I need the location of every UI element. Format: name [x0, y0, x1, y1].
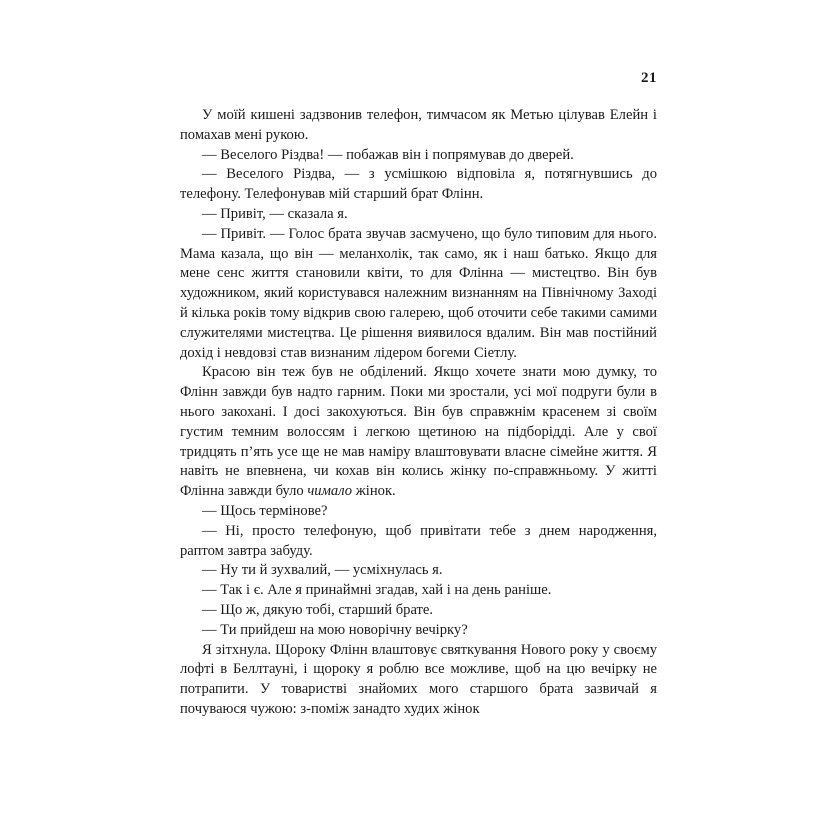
dialogue-paragraph: — Що ж, дякую тобі, старший брате. — [202, 601, 434, 618]
dialogue-paragraph: — Веселого Різдва, — з усмішкою відповіла я, потягнувшись до телефону. Телефонував мій старший брат Флінн. — [180, 166, 657, 203]
dialogue-paragraph: — Веселого Різдва! — побажав він і попрямував до дверей. — [202, 146, 574, 163]
paragraph: Я зітхнула. Щороку Флінн влаштовує святкування Нового року у своєму лофті в Беллтауні, і щороку я роблю все можливе, щоб на цю вечірку не потрапити. У товаристві знайомих мого старшого брата зазвичай я почуваюся чужою: з-поміж занадто худих жінок — [180, 641, 657, 717]
text-block — [180, 106, 657, 720]
page-number: 21 — [641, 70, 657, 86]
dialogue-paragraph: — Так і є. Але я принаймні згадав, хай і на день раніше. — [202, 582, 552, 599]
paragraph: Красою він теж був не обділений. Якщо хочете знати мою думку, то Флінн завжди був надто гарним. Поки ми зростали, усі мої подруги були в нього закохані. І досі закохуються. Він був справжнім красенем зі своїм густим темним волоссям і легкою щетиною на підборідді. Але у свої тридцять п’ять усе ще не мав наміру влаштовувати власне сімейне життя. Я навіть не впевнена, чи кохав він колись жінку по-справжньому. У житті Флінна завжди було чимало жінок. — [180, 364, 657, 500]
dialogue-paragraph: — Ну ти й зухвалий, — усміхнулась я. — [202, 562, 443, 579]
dialogue-paragraph: — Ти прийдеш на мою новорічну вечірку? — [202, 621, 468, 638]
dialogue-paragraph: — Ні, просто телефоную, щоб привітати тебе з днем народження, раптом завтра забуду. — [180, 522, 657, 559]
dialogue-paragraph: — Привіт. — Голос брата звучав засмучено, що було типовим для нього. Мама казала, що він — меланхолік, так само, як і наш батько. Якщо для мене сенс життя становили квіти, то для Флінна — мистецтво. Він був художником, який користувався належним визнанням на Північному Заході й кілька років тому відкрив свою галерею, щоб оточити себе такими самими служителями мистецтва. Це рішення виявилося вдалим. Він мав постійний дохід і невдовзі став визнаним лідером богеми Сіетлу. — [180, 225, 657, 361]
paragraph: У моїй кишені задзвонив телефон, тимчасом як Метью цілував Елейн і помахав мені рукою. — [180, 107, 657, 143]
dialogue-paragraph: — Щось термінове? — [202, 502, 328, 519]
dialogue-paragraph: — Привіт, — сказала я. — [202, 205, 348, 222]
